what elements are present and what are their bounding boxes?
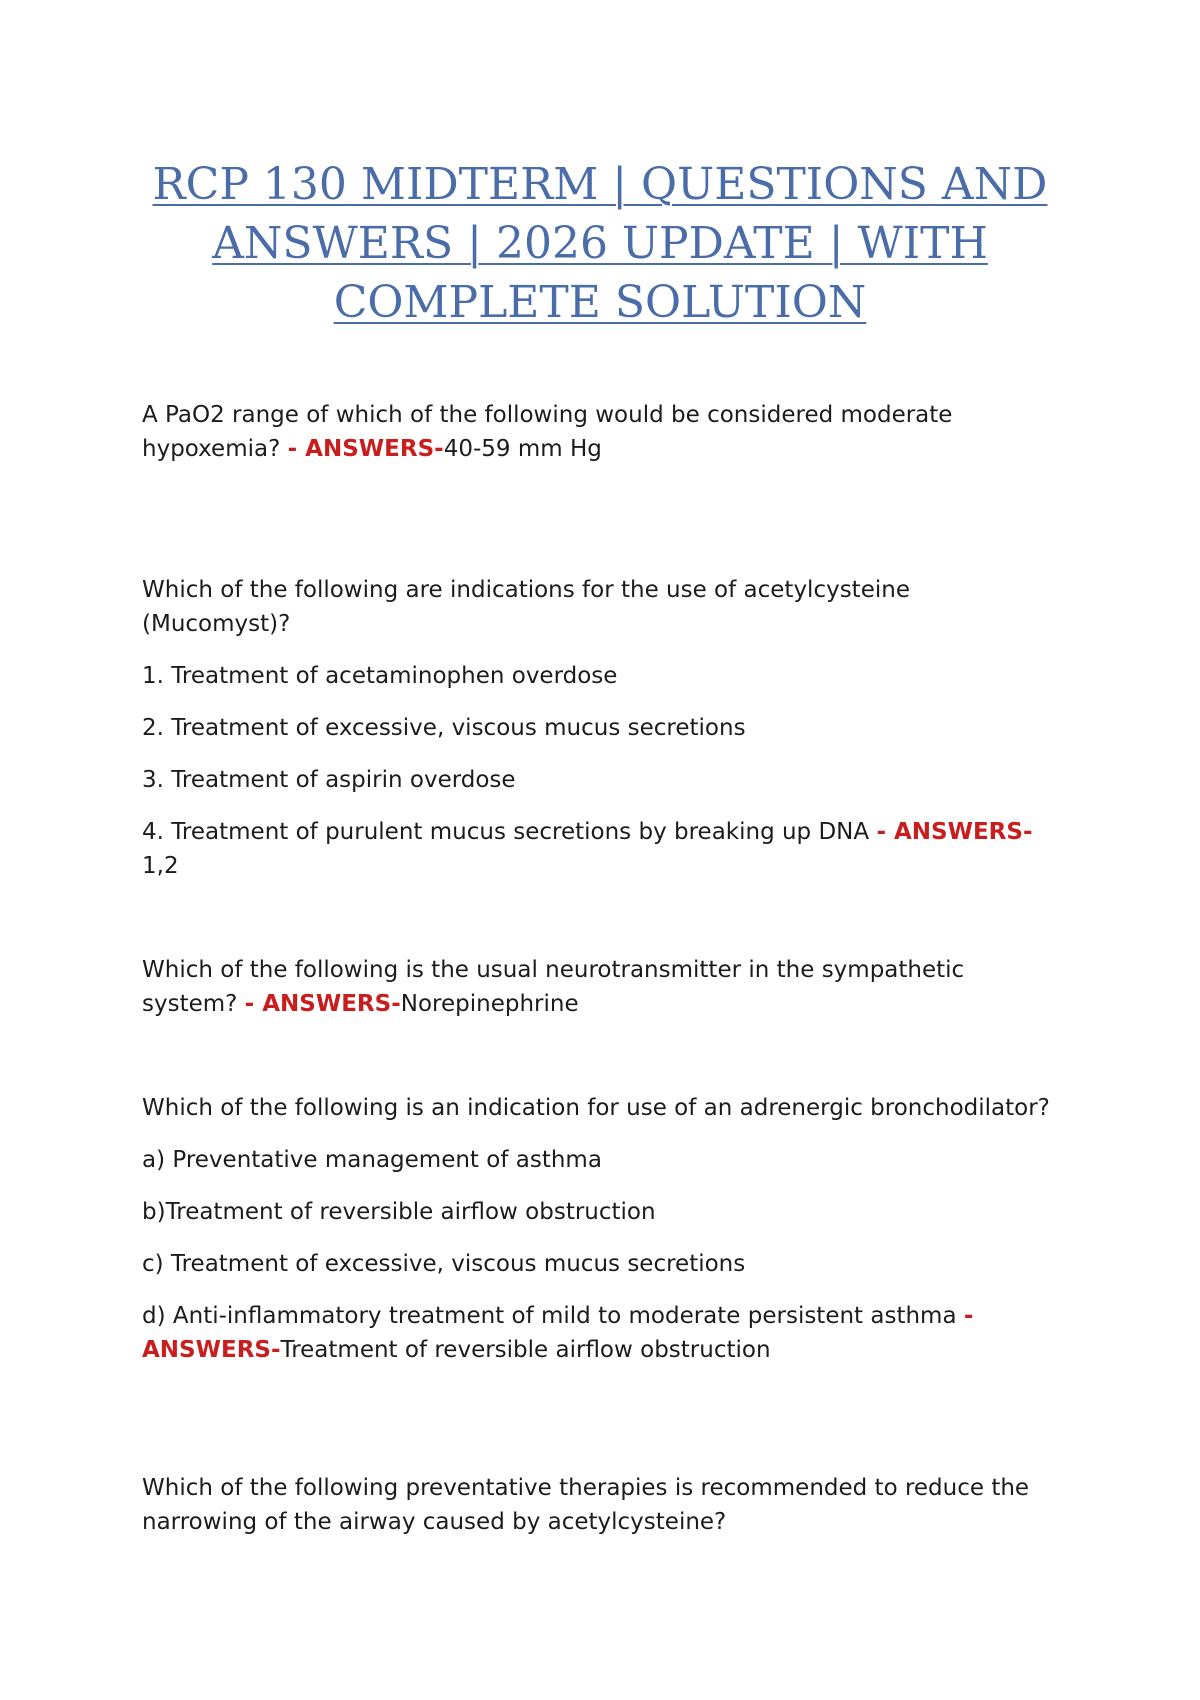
option-item: 4. Treatment of purulent mucus secretions by breaking up DNA - ANSWERS- 1,2 (142, 819, 1033, 879)
question-block (142, 953, 1062, 1021)
question-text: Which of the following is the usual neurotransmitter in the sympathetic system? - ANSWERS-Norepinephrine (142, 957, 965, 1017)
question-block (142, 1471, 1062, 1539)
option-item: d) Anti-inflammatory treatment of mild to moderate persistent asthma - ANSWERS-Treatment of reversible airflow obstruction (142, 1303, 974, 1363)
option-item: b)Treatment of reversible airflow obstruction (142, 1199, 656, 1225)
answer-text: Norepinephrine (400, 991, 579, 1017)
question-block (142, 573, 1062, 883)
question-text: Which of the following preventative therapies is recommended to reduce the narrowing of the airway caused by acetylcysteine? (142, 1475, 1030, 1535)
answer-marker: - ANSWERS- (287, 436, 444, 462)
question-text: Which of the following are indications for the use of acetylcysteine (Mucomyst)? (142, 577, 910, 637)
answer-text: 40-59 mm Hg (443, 436, 602, 462)
document-title: RCP 130 MIDTERM | QUESTIONS AND ANSWERS | 2026 UPDATE | WITH COMPLETE SOLUTION (152, 159, 1048, 328)
option-item: c) Treatment of excessive, viscous mucus secretions (142, 1251, 746, 1277)
option-item: 2. Treatment of excessive, viscous mucus secretions (142, 715, 746, 741)
question-block (142, 398, 1062, 466)
answer-marker: - ANSWERS- (142, 1303, 974, 1363)
answer-marker: - ANSWERS- (876, 819, 1033, 845)
question-block (142, 1091, 1062, 1367)
option-item: 3. Treatment of aspirin overdose (142, 767, 516, 793)
option-item: 1. Treatment of acetaminophen overdose (142, 663, 618, 689)
question-text: Which of the following is an indication for use of an adrenergic bronchodilator? (142, 1095, 1050, 1121)
option-item: a) Preventative management of asthma (142, 1147, 602, 1173)
answer-text: 1,2 (142, 853, 179, 879)
question-text: A PaO2 range of which of the following would be considered moderate hypoxemia? - ANSWERS-40-59 mm Hg (142, 402, 953, 462)
answer-marker: - ANSWERS- (244, 991, 401, 1017)
answer-text: Treatment of reversible airflow obstruction (280, 1337, 771, 1363)
